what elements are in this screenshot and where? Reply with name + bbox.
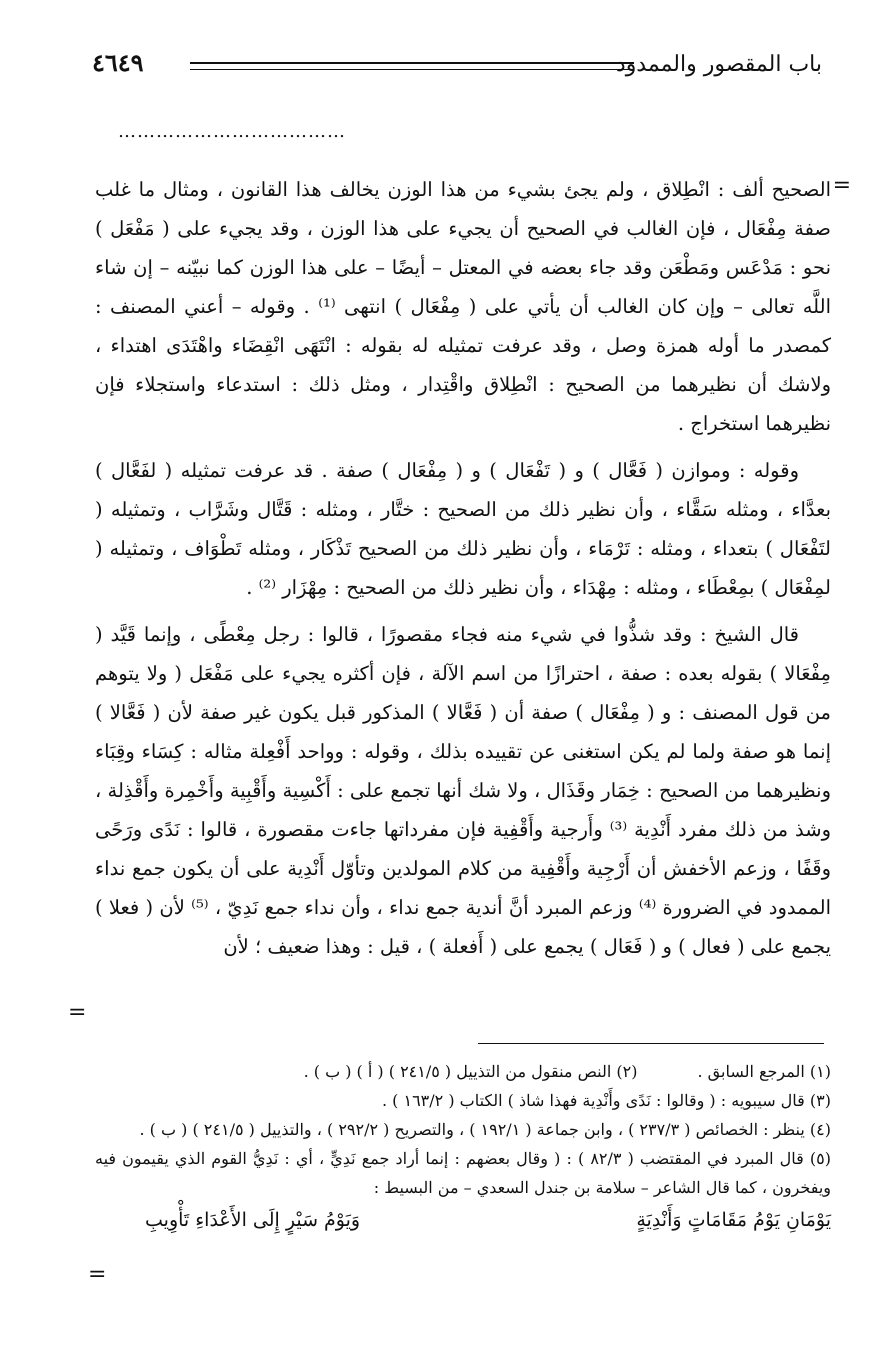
header-rule xyxy=(190,62,634,70)
footnote-rule xyxy=(478,1043,824,1044)
main-text xyxy=(95,170,831,974)
continuation-mark-footnote: = xyxy=(88,1262,107,1287)
verse-line xyxy=(95,1202,831,1235)
footnote-2: (٢) النص منقول من التذييل ( ٢٤١/٥ ) ( أ ) ( ب ) . xyxy=(303,1062,638,1081)
continuation-mark-start: = xyxy=(832,173,851,198)
footnotes xyxy=(95,1057,831,1235)
paragraph: قال الشيخ : وقد شذُّوا في شيء منه فجاء مقصورًا ، قالوا : رجل مِعْطًى ، وإنما قَيَّد ( مِفْعَالا ) بقوله بعده : صفة ، احترازًا من اسم الآلة ، فإن أكثره يجيء على مَفْعَل ( ولا يتوهم من قول المصنف : و ( مِفْعَال ) صفة أن ( فَعَّالا ) المذكور قبل يكون غير صفة لأن ( فَعَّالا ) إنما هو صفة ولما لم يكن استغنى عن تقييده بذلك ، وقوله : وواحد أَفْعِلة مثاله : كِسَاء وقِبَاء ونظيرهما من الصحيح : خِمَار وقَذَال ، ولا شك أنها تجمع على : أَكْسِية وأَقْبِية وأَخْمِرة وأَقْذِلة ، وشذ من ذلك مفرد أَنْدِية ⁽³⁾ وأَرجية وأَقْفِية فإن مفرداتها جاءت مقصورة ، قالوا : نَدًى ورَحًى وقَفًا ، وزعم الأخفش أن أَرْجِية وأَقْفِية من كلام المولدين وتأوّل أَنْدِية على أن يكون جمع نداء الممدود في الضرورة ⁽⁴⁾ وزعم المبرد أنَّ أندية جمع نداء ، وأن نداء جمع نَدِيّ ، ⁽⁵⁾ لأن ( فعلا ) يجمع على ( فعال ) و ( فَعَال ) يجمع على ( أَفعلة ) ، قيل : وهذا ضعيف ؛ لأن xyxy=(95,623,832,958)
dotted-separator: ……………………………… xyxy=(118,121,346,141)
paragraph: وقوله : وموازن ( فَعَّال ) و ( تَفْعَال ) و ( مِفْعَال ) صفة . قد عرفت تمثيله ( لفَعَّال ) بعدَّاء ، ومثله سَقَّاء ، وأن نظير ذلك من الصحيح : ختَّار ، ومثله : قَتَّال وشَرَّاب ، وتمثيله ( لتَفْعَال ) بتعداء ، ومثله : تَرْمَاء ، وأن نظير ذلك من الصحيح تَذْكَار ، ومثله تَطْوَاف ، وتمثيله ( لمِفْعَال ) بمِعْطَاء ، ومثله : مِهْدَاء ، وأن نظير ذلك من الصحيح : مِهْزَار ⁽²⁾ . xyxy=(95,459,831,599)
verse-first-hemistich: يَوْمَانِ يَوْمُ مَقَامَاتٍ وَأَنْدِيَةٍ xyxy=(636,1209,831,1231)
verse-second-hemistich: وَيَوْمُ سَيْرٍ إِلَى الأَعْدَاءِ تَأْوِيبِ xyxy=(145,1209,361,1231)
paragraph: الصحيح ألف : انْطِلاق ، ولم يجئ بشيء من هذا الوزن يخالف هذا القانون ، ومثال ما غلب صفة مِفْعَال ، فإن الغالب في الصحيح أن يجيء على هذا الوزن ، وقد يجيء على ( مَفْعَل ) نحو : مَدْعَس ومَطْعَن وقد جاء بعضه في المعتل – أيضًا – على هذا الوزن كما نبيّنه – إن شاء اللَّه تعالى – وإن كان الغالب أن يأتي على ( مِفْعَال ) انتهى ⁽¹⁾ . وقوله – أعني المصنف : كمصدر ما أوله همزة وصل ، وقد عرفت تمثيله له بقوله : انْتَهَى انْقِضَاء واهْتَدَى اهتداء ، ولاشك أن نظيرهما من الصحيح : انْطِلاق واقْتِدار ، ومثل ذلك : استدعاء واستجلاء فإن نظيرهما استخراج . xyxy=(95,178,831,435)
footnote-3: (٣) قال سيبويه : ( وقالوا : نَدًى وأَنْدِية فهذا شاذ ) الكتاب ( ١٦٣/٢ ) . xyxy=(381,1091,831,1110)
page-header xyxy=(92,46,822,86)
footnote-5: (٥) قال المبرد في المقتضب ( ٨٢/٣ ) : ( وقال بعضهم : إنما أراد جمع نَدِيٍّ ، أي : نَدِيُّ القوم الذي يقيمون فيه ويفخرون ، كما قال الشاعر – سلامة بن جندل السعدي – من البسيط : xyxy=(95,1149,831,1197)
page-number: ٤٦٤٩ xyxy=(92,48,144,77)
footnote-row xyxy=(95,1057,831,1086)
chapter-title: باب المقصور والممدود xyxy=(615,52,822,77)
continuation-mark-end: = xyxy=(68,1000,87,1025)
footnote-1: (١) المرجع السابق . xyxy=(697,1062,831,1081)
footnote-4: (٤) ينظر : الخصائص ( ٢٣٧/٣ ) ، وابن جماعة ( ١٩٢/١ ) ، والتصريح ( ٢٩٢/٢ ) ، والتذييل ( ٢٤١/٥ ) ( ب ) . xyxy=(139,1120,831,1139)
